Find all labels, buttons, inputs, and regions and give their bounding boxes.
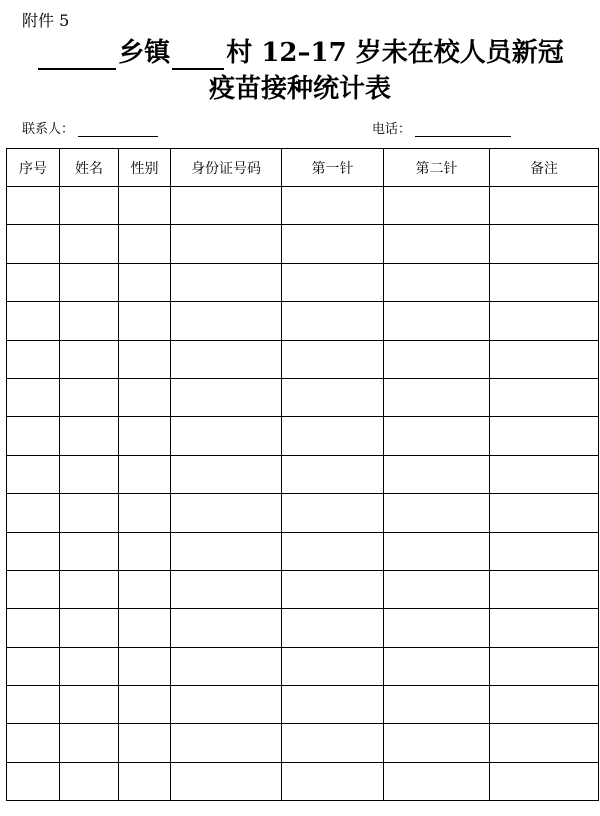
table-cell[interactable]	[384, 225, 490, 263]
table-cell[interactable]	[490, 187, 599, 225]
col-header-second-dose: 第二针	[384, 149, 490, 187]
table-cell[interactable]	[490, 647, 599, 685]
table-row	[7, 609, 599, 647]
table-cell[interactable]	[490, 378, 599, 416]
table-cell[interactable]	[490, 762, 599, 800]
table-cell[interactable]	[384, 762, 490, 800]
table-header-row	[7, 149, 599, 187]
table-cell[interactable]	[282, 187, 384, 225]
table-cell[interactable]	[384, 570, 490, 608]
table-cell[interactable]	[171, 494, 282, 532]
table-row	[7, 302, 599, 340]
table-cell[interactable]	[384, 187, 490, 225]
table-row	[7, 225, 599, 263]
col-header-first-dose: 第一针	[282, 149, 384, 187]
contact-person-row	[22, 118, 158, 137]
table-cell[interactable]	[171, 455, 282, 493]
table-cell[interactable]	[490, 417, 599, 455]
phone-field[interactable]	[415, 122, 511, 137]
table-cell[interactable]	[7, 302, 60, 340]
table-cell[interactable]	[282, 225, 384, 263]
contact-person-field[interactable]	[78, 122, 158, 137]
table-row	[7, 417, 599, 455]
title-village-text: 村 12–17 岁未在校人员新冠	[226, 38, 564, 68]
table-cell[interactable]	[171, 724, 282, 762]
table-cell[interactable]	[119, 494, 171, 532]
table-cell[interactable]	[119, 302, 171, 340]
table-cell[interactable]	[171, 686, 282, 724]
table-cell[interactable]	[282, 609, 384, 647]
table-cell[interactable]	[7, 378, 60, 416]
table-cell[interactable]	[60, 724, 119, 762]
table-cell[interactable]	[490, 494, 599, 532]
table-cell[interactable]	[60, 686, 119, 724]
table-cell[interactable]	[282, 378, 384, 416]
table-cell[interactable]	[490, 570, 599, 608]
table-cell[interactable]	[282, 263, 384, 301]
table-cell[interactable]	[7, 570, 60, 608]
table-cell[interactable]	[119, 647, 171, 685]
table-cell[interactable]	[7, 647, 60, 685]
table-cell[interactable]	[490, 724, 599, 762]
title-township: 乡镇	[118, 38, 171, 68]
table-cell[interactable]	[282, 417, 384, 455]
table-cell[interactable]	[490, 340, 599, 378]
table-cell[interactable]	[60, 302, 119, 340]
table-cell[interactable]	[171, 762, 282, 800]
table-row	[7, 378, 599, 416]
phone-label: 电话：	[372, 122, 412, 137]
contact-person-label: 联系人：	[22, 122, 75, 137]
table-cell[interactable]	[171, 340, 282, 378]
table-row	[7, 494, 599, 532]
table-cell[interactable]	[282, 724, 384, 762]
table-cell[interactable]	[384, 455, 490, 493]
table-row	[7, 455, 599, 493]
table-cell[interactable]	[282, 762, 384, 800]
table-cell[interactable]	[119, 340, 171, 378]
table-cell[interactable]	[384, 417, 490, 455]
table-cell[interactable]	[119, 378, 171, 416]
table-cell[interactable]	[282, 570, 384, 608]
table-cell[interactable]	[60, 378, 119, 416]
col-header-id-number: 身份证号码	[171, 149, 282, 187]
table-cell[interactable]	[490, 686, 599, 724]
table-row	[7, 647, 599, 685]
table-cell[interactable]	[7, 686, 60, 724]
form-title-line1	[0, 36, 600, 70]
table-cell[interactable]	[60, 494, 119, 532]
table-cell[interactable]	[60, 570, 119, 608]
table-cell[interactable]	[384, 494, 490, 532]
table-cell[interactable]	[119, 609, 171, 647]
table-cell[interactable]	[7, 187, 60, 225]
attachment-label: 附件 5	[22, 11, 70, 30]
table-cell[interactable]	[171, 302, 282, 340]
table-cell[interactable]	[7, 340, 60, 378]
table-cell[interactable]	[282, 686, 384, 724]
col-header-serial: 序号	[7, 149, 60, 187]
table-cell[interactable]	[490, 609, 599, 647]
table-cell[interactable]	[60, 187, 119, 225]
table-cell[interactable]	[384, 609, 490, 647]
table-row	[7, 340, 599, 378]
table-cell[interactable]	[384, 647, 490, 685]
table-cell[interactable]	[119, 724, 171, 762]
table-row	[7, 263, 599, 301]
table-row	[7, 762, 599, 800]
table-cell[interactable]	[384, 724, 490, 762]
table-cell[interactable]	[171, 609, 282, 647]
table-row	[7, 532, 599, 570]
table-cell[interactable]	[7, 455, 60, 493]
table-cell[interactable]	[171, 417, 282, 455]
table-cell[interactable]	[282, 302, 384, 340]
phone-row	[372, 118, 511, 137]
table-cell[interactable]	[7, 532, 60, 570]
vaccination-table	[6, 148, 599, 801]
table-cell[interactable]	[384, 340, 490, 378]
table-cell[interactable]	[119, 225, 171, 263]
table-cell[interactable]	[490, 455, 599, 493]
table-cell[interactable]	[60, 762, 119, 800]
table-cell[interactable]	[60, 417, 119, 455]
table-row	[7, 570, 599, 608]
table-cell[interactable]	[60, 609, 119, 647]
table-cell[interactable]	[171, 378, 282, 416]
table-cell[interactable]	[119, 417, 171, 455]
table-cell[interactable]	[171, 570, 282, 608]
table-cell[interactable]	[119, 570, 171, 608]
table-cell[interactable]	[282, 647, 384, 685]
col-header-name: 姓名	[60, 149, 119, 187]
table-cell[interactable]	[7, 494, 60, 532]
table-cell[interactable]	[384, 532, 490, 570]
table-cell[interactable]	[119, 686, 171, 724]
table-cell[interactable]	[119, 263, 171, 301]
table-cell[interactable]	[171, 532, 282, 570]
table-row	[7, 187, 599, 225]
table-cell[interactable]	[60, 532, 119, 570]
table-cell[interactable]	[490, 302, 599, 340]
table-cell[interactable]	[60, 225, 119, 263]
table-cell[interactable]	[119, 455, 171, 493]
table-cell[interactable]	[171, 225, 282, 263]
table-cell[interactable]	[490, 225, 599, 263]
table-cell[interactable]	[7, 417, 60, 455]
table-row	[7, 686, 599, 724]
form-title-line2: 疫苗接种统计表	[208, 74, 391, 104]
table-cell[interactable]	[60, 340, 119, 378]
township-blank[interactable]	[38, 44, 116, 70]
table-cell[interactable]	[171, 263, 282, 301]
table-body	[7, 187, 599, 801]
table-cell[interactable]	[60, 647, 119, 685]
table-cell[interactable]	[119, 762, 171, 800]
village-blank[interactable]	[172, 44, 224, 70]
table-cell[interactable]	[60, 455, 119, 493]
table-cell[interactable]	[7, 724, 60, 762]
table-cell[interactable]	[282, 340, 384, 378]
table-cell[interactable]	[7, 225, 60, 263]
col-header-remarks: 备注	[490, 149, 599, 187]
table-cell[interactable]	[7, 609, 60, 647]
table-cell[interactable]	[384, 686, 490, 724]
table-cell[interactable]	[60, 263, 119, 301]
table-cell[interactable]	[282, 455, 384, 493]
table-cell[interactable]	[7, 263, 60, 301]
table-cell[interactable]	[119, 187, 171, 225]
table-row	[7, 724, 599, 762]
table-cell[interactable]	[282, 494, 384, 532]
table-cell[interactable]	[119, 532, 171, 570]
table-cell[interactable]	[490, 532, 599, 570]
table-cell[interactable]	[490, 263, 599, 301]
table-cell[interactable]	[384, 302, 490, 340]
table-cell[interactable]	[7, 762, 60, 800]
table-cell[interactable]	[171, 647, 282, 685]
col-header-gender: 性别	[119, 149, 171, 187]
table-cell[interactable]	[384, 378, 490, 416]
table-cell[interactable]	[171, 187, 282, 225]
table-cell[interactable]	[282, 532, 384, 570]
table-cell[interactable]	[384, 263, 490, 301]
